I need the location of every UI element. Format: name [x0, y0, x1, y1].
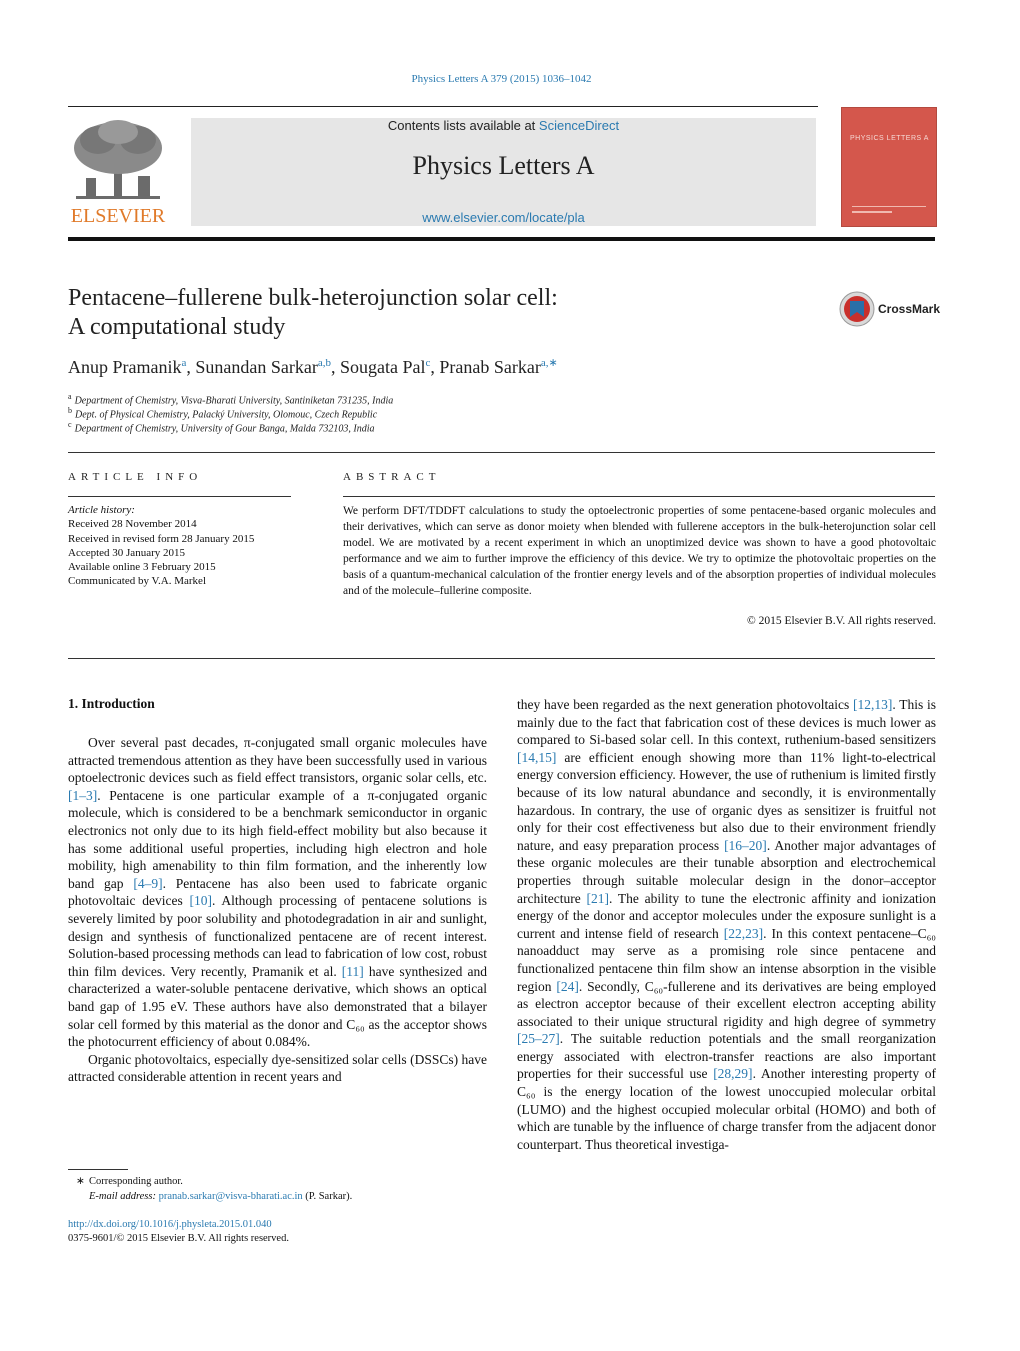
author-name: Sougata Pal: [339, 357, 426, 377]
paragraph-text: they have been regarded as the next generation photovoltaics: [517, 697, 853, 712]
journal-url-link[interactable]: www.elsevier.com/locate/pla: [422, 210, 585, 225]
journal-citation[interactable]: Physics Letters A 379 (2015) 1036–1042: [411, 73, 592, 85]
citation-link[interactable]: [16–20]: [724, 837, 767, 853]
paragraph-text: . Although processing of pentacene solutions is severely limited by poor solubility and photodegradation in air and sunlight, design and synthesis of functionalized pentacene are of recent interest. Solution-based processing methods can lead to fabrication of low cost, robust thin film devices. Very recently, Pramanik et al.: [68, 893, 487, 979]
history-label: Article history:: [68, 504, 135, 516]
divider-rule: [68, 452, 935, 453]
crossmark-icon: [839, 291, 875, 327]
section-heading: 1. Introduction: [68, 696, 155, 711]
citation-link[interactable]: [21]: [586, 890, 609, 906]
paragraph-text: . Pentacene is one particular example of a π-conjugated organic molecule, which is considered to be a benchmark semiconductor in organic electronics not only due to its high field-effect mobility but also because it has some additional useful properties, including high electron and hole mobility, high amenability to thin film formation, and the inherently low band gap: [68, 787, 487, 891]
sciencedirect-link[interactable]: ScienceDirect: [538, 118, 620, 133]
journal-cover-thumbnail[interactable]: [841, 107, 937, 227]
email-link[interactable]: pranab.sarkar@visva-bharati.ac.in: [158, 1191, 303, 1202]
author-affiliation-mark[interactable]: a: [181, 357, 187, 369]
citation-link[interactable]: [24]: [556, 978, 579, 994]
author-affiliation-mark[interactable]: a,∗: [540, 357, 558, 369]
corresponding-mark: ∗: [76, 1176, 85, 1187]
paragraph: [68, 1051, 487, 1086]
citation-link[interactable]: [11]: [341, 963, 364, 979]
elsevier-logo-text: ELSEVIER: [70, 205, 166, 227]
paragraph-text: Organic photovoltaics, especially dye-sensitized solar cells (DSSCs) have attracted considerable attention in recent years and: [68, 1051, 487, 1085]
cover-title: PHYSICS LETTERS A: [850, 135, 929, 142]
journal-name: Physics Letters A: [412, 151, 595, 180]
abstract-rule: [343, 496, 935, 497]
paragraph: [517, 696, 936, 1153]
email-label: E-mail address:: [89, 1191, 156, 1202]
paragraph-text: . Another interesting property of C₆₀ is the energy location of the lowest unoccupied molecular orbital (LUMO) and the highest occupied molecular orbital (HOMO) and both of which are tunable by the influence of charge transfer from the adjacent donor counterpart. Thus theoretical investiga-: [517, 1066, 936, 1152]
journal-banner: [191, 118, 816, 226]
citation-link[interactable]: [4–9]: [133, 875, 163, 891]
elsevier-logo: [68, 118, 168, 228]
abstract-heading: ABSTRACT: [343, 471, 441, 483]
abstract-text: We perform DFT/TDDFT calculations to study the optoelectronic properties of some pentacene-based organic molecules and their derivatives, which can serve as donor moiety when blended with fullerene acceptors in the bulk-heterojunction solar cell model. We are motivated by a recent experiment in which an unoptimized device was shown to have a good photovoltaic performance and we aim to further improve the efficiency of this device. We try to optimize the photovoltaic properties on the basis of a quantum-mechanical calculation of the frontier energy levels and of the absorption properties of individual molecules and of the molecule–fullerine composite.: [343, 505, 936, 598]
title-line-1: Pentacene–fullerene bulk-heterojunction solar cell:: [68, 285, 558, 311]
issn-copyright: 0375-9601/© 2015 Elsevier B.V. All rights reserved.: [68, 1233, 289, 1244]
footnote-rule: [68, 1169, 128, 1170]
contents-line: [191, 118, 816, 133]
paragraph-text: . This is mainly due to the fact that fabrication cost of these devices is much lower as compared to Si-based solar cell. In this context, ruthenium-based sensitizers: [517, 697, 936, 748]
corresponding-author-note: Corresponding author.: [89, 1176, 183, 1187]
abstract-copyright: © 2015 Elsevier B.V. All rights reserved.: [747, 615, 936, 627]
paragraph-text: . The ability to tune the electronic affinity and ionization energy of the donor and acceptor molecules under the exposure sunlight is a current and intense field of research: [517, 890, 936, 941]
history-item: Communicated by V.A. Markel: [68, 575, 206, 588]
title-line-2: A computational study: [68, 314, 286, 340]
history-item: Accepted 30 January 2015: [68, 546, 185, 559]
doi-link[interactable]: http://dx.doi.org/10.1016/j.physleta.2015.01.040: [68, 1219, 272, 1230]
author-name: Anup Pramanik: [68, 357, 182, 377]
contents-prefix: Contents lists available at: [387, 118, 539, 133]
cover-mark: [852, 211, 892, 213]
citation-link[interactable]: [1–3]: [68, 787, 98, 803]
citation-link[interactable]: [12,13]: [852, 697, 893, 712]
citation-link[interactable]: [14,15]: [517, 749, 557, 765]
citation-link[interactable]: [28,29]: [713, 1066, 753, 1082]
paragraph-text: are efficient enough showing more than 11% light-to-electrical energy conversion efficiency. However, the use of ruthenium is limited firstly because of its low natural abundance and secondly, it is environmentally hazardous. In contrary, the use of organic dyes as sensitizer is fruitful not only for their cost effectiveness but also due to their environment friendly nature, and easy preparation process: [517, 749, 936, 853]
article-info-heading: ARTICLE INFO: [68, 471, 203, 483]
email-suffix: (P. Sarkar).: [302, 1191, 353, 1202]
author-name: Pranab Sarkar: [439, 357, 541, 377]
paragraph-text: Over several past decades, π-conjugated small organic molecules have attracted tremendous attention as they have been successfully used in various optoelectronic devices such as field effect transistors, organic solar cells, etc.: [68, 735, 487, 786]
paragraph-text: . Another major advantages of these organic molecules are their tunable absorption and electrochemical properties through suitable molecular design in the donor–acceptor architecture: [517, 837, 936, 906]
author-affiliation-mark[interactable]: c: [425, 357, 431, 369]
paragraph-text: . In this context pentacene–C₆₀ nanoadduct may serve as a promising role since pentacene and functionalized pentacene thin film show an intense absorption in the visible region: [517, 925, 937, 994]
crossmark-badge[interactable]: [839, 291, 939, 329]
history-item: Received in revised form 28 January 2015: [68, 532, 255, 545]
body-column-right: [517, 696, 936, 1153]
author-list: Anup Pramanik$^a$, Sunandan Sarkar$^{a,b}$, Sougata Pal$^c$, Pranab Sarkar$^{a,∗}$: [68, 357, 558, 377]
paragraph-text: . Pentacene has also been used to fabricate organic photovoltaic devices: [68, 875, 488, 909]
paragraph-text: . The suitable reduction potentials and the small reorganization energy associated with electron-transfer reactions are also important properties for their successful use: [517, 1031, 936, 1082]
paragraph-text: . Secondly, C₆₀-fullerene and its derivatives are being employed as electron acceptor because of their excellent electron accepting ability associated to their unique structural rigidity and high degree of symmetry: [517, 978, 936, 1029]
affiliation: $^b$ Dept. of Physical Chemistry, Palacký University, Olomouc, Czech Republic: [68, 406, 378, 421]
divider-rule: [68, 658, 935, 659]
history-item: Available online 3 February 2015: [68, 561, 216, 574]
citation-link[interactable]: [10]: [189, 893, 213, 909]
affiliation: $^c$ Department of Chemistry, University of Gour Banga, Malda 732103, India: [68, 420, 375, 435]
cover-divider: [852, 206, 926, 207]
history-item: Received 28 November 2014: [68, 518, 197, 531]
affiliation: $^a$ Department of Chemistry, Visva-Bharati University, Santiniketan 731235, India: [68, 392, 394, 407]
citation-link[interactable]: [22,23]: [723, 925, 764, 941]
citation-link[interactable]: [25–27]: [517, 1031, 560, 1047]
author-affiliation-mark[interactable]: a,b: [317, 357, 331, 369]
author-name: Sunandan Sarkar: [195, 357, 318, 377]
header-thick-rule: [68, 237, 935, 241]
crossmark-label: CrossMark: [878, 302, 941, 316]
article-title: [68, 284, 768, 342]
article-info-rule: [68, 496, 291, 497]
email-footnote: [89, 1191, 352, 1202]
paragraph: [68, 734, 487, 1051]
article-history: [68, 503, 254, 589]
paragraph-text: have synthesized and characterized a water-soluble pentacene derivative, which shows an optical band gap of 1.95 eV. These authors have also demonstrated that a bilayer solar cell formed by this material as the donor and C₆₀ as the acceptor shows the photocurrent efficiency of about 0.084%.: [68, 963, 487, 1050]
body-column-left: [68, 734, 487, 1086]
header-rule: [68, 106, 818, 107]
